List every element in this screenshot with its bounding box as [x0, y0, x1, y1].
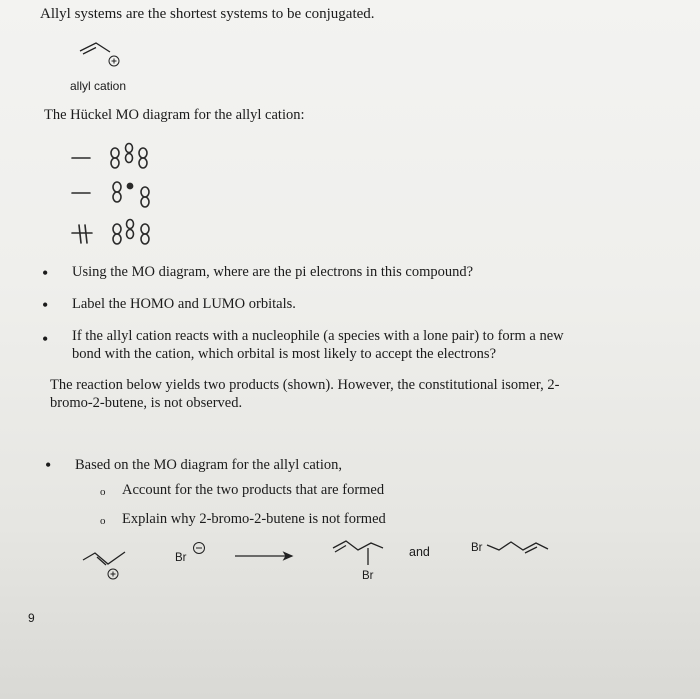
product2-structure	[487, 542, 548, 553]
page-number: 9	[28, 611, 35, 625]
mo-level-pi2	[72, 182, 149, 207]
question-homo-lumo: Label the HOMO and LUMO orbitals.	[72, 296, 296, 312]
sub-bullet-circle: o	[100, 515, 106, 527]
sub-item-account: Account for the two products that are formed	[122, 482, 385, 498]
reactant-butenyl-cation	[83, 552, 125, 579]
product1-structure	[333, 541, 383, 565]
product1-br-label: Br	[362, 570, 374, 582]
based-on-text: Based on the MO diagram for the allyl cation,	[75, 457, 342, 473]
bromide-minus-charge	[194, 543, 205, 554]
intro-text: Allyl systems are the shortest systems to be conjugated.	[40, 6, 375, 22]
allyl-cation-label: allyl cation	[70, 79, 127, 93]
bullet-dot: •	[42, 263, 49, 283]
and-word: and	[409, 545, 430, 559]
reaction-paragraph-line1: The reaction below yields two products (shown). However, the constitutional isomer, 2-	[50, 377, 560, 393]
question-nucleophile-line1: If the allyl cation reacts with a nucleophile (a species with a lone pair) to form a new	[72, 328, 564, 344]
mo-level-pi1	[72, 220, 149, 245]
bullet-dot: •	[45, 455, 52, 475]
mo-diagram	[72, 144, 149, 245]
product2-br-label: Br	[471, 542, 483, 554]
bullet-dot: •	[42, 295, 49, 315]
reaction-paragraph-line2: bromo-2-butene, is not observed.	[50, 395, 243, 411]
mo-heading: The Hückel MO diagram for the allyl cation:	[44, 107, 305, 123]
sub-bullet-circle: o	[100, 486, 106, 498]
question-nucleophile-line2: bond with the cation, which orbital is most likely to accept the electrons?	[72, 346, 497, 362]
mo-level-pi3	[72, 144, 147, 169]
allyl-cation-structure	[80, 43, 119, 66]
bullet-dot: •	[42, 329, 49, 349]
question-pi-electrons: Using the MO diagram, where are the pi electrons in this compound?	[72, 264, 474, 280]
sub-item-explain: Explain why 2-bromo-2-butene is not formed	[122, 511, 386, 527]
bromide-reagent-label: Br	[175, 552, 187, 564]
reaction-arrow	[235, 553, 292, 560]
